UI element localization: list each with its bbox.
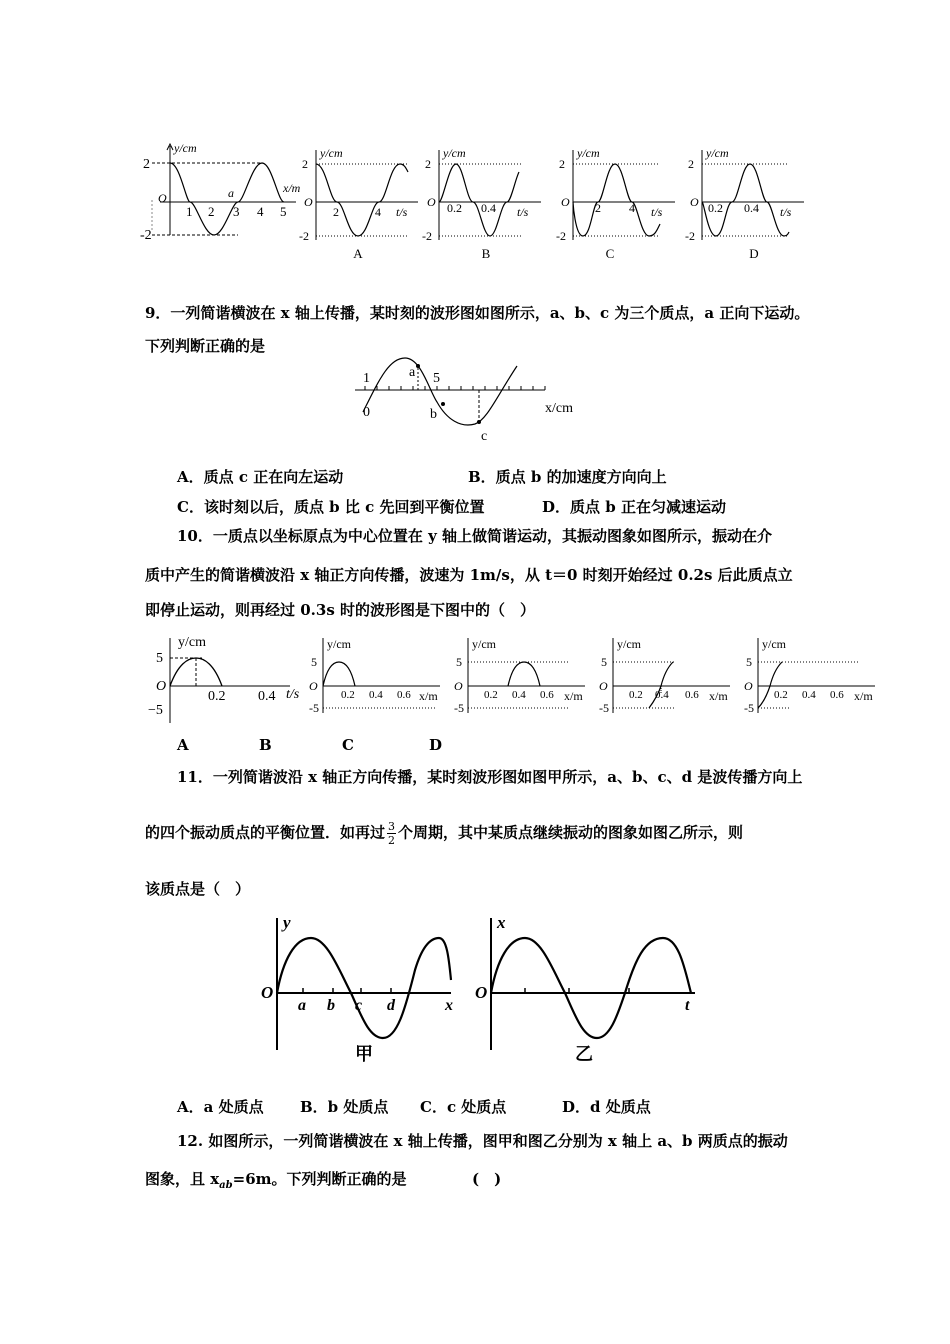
top-figure-row	[138, 140, 818, 265]
q10-a-y5: 5	[311, 655, 317, 669]
q10-panel-c	[599, 637, 730, 715]
q10-d-tick3: 0.6	[830, 689, 844, 701]
q10-stem-line2: 质中产生的简谐横波沿 x 轴正方向传播，波速为 1m/s，从 t＝0 时刻开始经过 0.2s 后此质点立	[145, 566, 793, 584]
q11-stem-line2	[145, 820, 743, 847]
panel-c-yneg2: -2	[556, 229, 566, 243]
q11-stem-line1: 11．一列简谐波沿 x 轴正方向传播，某时刻波形图如图甲所示，a、b、c、d 是波传播方向上	[177, 768, 803, 786]
q10-b-tick2: 0.4	[512, 689, 526, 701]
q11-jia-caption: 甲	[355, 1044, 373, 1064]
q10-panel-d	[744, 637, 875, 715]
q10-label-c[interactable]: C	[342, 736, 354, 754]
main-y-unit: y/cm	[174, 141, 197, 155]
q10-stem-line3: 即停止运动，则再经过 0.3s 时的波形图是下图中的（ ）	[145, 601, 535, 619]
q11-yi-caption: 乙	[575, 1044, 593, 1064]
main-x-tick-4: 4	[257, 204, 264, 219]
q12-stem-line1: 12. 如图所示，一列简谐横波在 x 轴上传播，图甲和图乙分别为 x 轴上 a、b 两质点的振动	[177, 1132, 788, 1150]
panel-b-tick1: 0.2	[447, 201, 462, 215]
q10-c-x-unit: x/m	[709, 689, 728, 703]
q10-a-tick1: 0.2	[341, 689, 355, 701]
q10-d-origin: O	[744, 679, 753, 693]
q11-frac-num: 3	[388, 820, 396, 833]
q10-b-x-unit: x/m	[564, 689, 583, 703]
panel-d-origin: O	[690, 195, 699, 209]
q10-d-tick1: 0.2	[774, 689, 788, 701]
main-point-a: a	[228, 186, 234, 200]
panel-b-label: B	[481, 246, 491, 261]
q11-figure-yi	[475, 913, 695, 1064]
panel-b	[422, 146, 541, 261]
q9-x-unit: x/cm	[545, 401, 573, 416]
q11-jia-x: x	[445, 997, 453, 1014]
q10-a-tick2: 0.4	[369, 689, 383, 701]
panel-c-tick1: 2	[595, 201, 601, 215]
q10-stem-line1: 10．一质点以坐标原点为中心位置在 y 轴上做简谐运动，其振动图象如图所示，振动在介	[177, 527, 773, 545]
panel-d-tick2: 0.4	[744, 201, 759, 215]
panel-a-label: A	[353, 246, 363, 261]
main-x-tick-3: 3	[233, 204, 240, 219]
panel-d-yneg2: -2	[685, 229, 695, 243]
q11-figure-jia	[261, 913, 453, 1064]
q10-b-yneg5: -5	[454, 701, 464, 715]
q12-stem-line2	[145, 1168, 407, 1191]
q10-a-y-unit: y/cm	[327, 637, 351, 651]
q10-d-y5: 5	[746, 655, 752, 669]
q11-line2-post: 个周期，其中某质点继续振动的图象如图乙所示，则	[398, 823, 744, 842]
q9-option-d[interactable]: D．质点 b 正在匀减速运动	[542, 498, 726, 516]
panel-a-tick2: 4	[375, 205, 381, 219]
q10-label-a[interactable]: A	[177, 736, 189, 754]
main-x-tick-5: 5	[280, 204, 287, 219]
q10-vibration-graph	[148, 635, 300, 723]
q12-subscript: ab	[219, 1180, 233, 1191]
panel-a	[299, 146, 418, 261]
panel-a-yneg2: -2	[299, 229, 309, 243]
panel-c-origin: O	[561, 195, 570, 209]
q11-jia-b: b	[327, 997, 335, 1014]
panel-d-y2: 2	[688, 157, 694, 171]
q9-option-b[interactable]: B．质点 b 的加速度方向向上	[468, 468, 667, 486]
q10-c-tick1: 0.2	[629, 689, 643, 701]
panel-b-tick2: 0.4	[481, 201, 496, 215]
q11-line2-pre: 的四个振动质点的平衡位置．如再过	[145, 823, 386, 842]
q10-c-y5: 5	[601, 655, 607, 669]
q9-point-c: c	[481, 429, 488, 444]
q9-label-1: 1	[363, 371, 370, 386]
panel-a-origin: O	[304, 195, 313, 209]
q11-figure	[255, 910, 705, 1070]
panel-a-y-unit: y/cm	[320, 146, 343, 160]
q10-b-tick3: 0.6	[540, 689, 554, 701]
q11-jia-a: a	[298, 997, 306, 1014]
panel-d-y-unit: y/cm	[706, 146, 729, 160]
q10-b-tick1: 0.2	[484, 689, 498, 701]
panel-c-tick2: 4	[629, 201, 635, 215]
q9-label-0: 0	[363, 405, 370, 420]
q9-label-5: 5	[433, 371, 440, 386]
q10-panel-b	[454, 637, 585, 715]
panel-b-origin: O	[427, 195, 436, 209]
q10-vib-y5: 5	[156, 651, 163, 666]
main-x-tick-2: 2	[208, 204, 215, 219]
q11-option-d[interactable]: D．d 处质点	[562, 1098, 651, 1116]
q11-jia-origin: O	[261, 983, 274, 1002]
q11-jia-d: d	[387, 997, 395, 1014]
main-x-unit: x/m	[283, 181, 301, 195]
q10-d-x-unit: x/m	[854, 689, 873, 703]
q9-point-b: b	[430, 407, 437, 422]
q11-yi-origin: O	[475, 983, 488, 1002]
q11-fraction	[387, 820, 396, 847]
q11-jia-c: c	[355, 997, 363, 1014]
q10-a-x-unit: x/m	[419, 689, 438, 703]
q10-c-y-unit: y/cm	[617, 637, 641, 651]
main-y-tick-neg2: -2	[140, 228, 152, 243]
panel-b-y2: 2	[425, 157, 431, 171]
q10-b-origin: O	[454, 679, 463, 693]
q10-label-b[interactable]: B	[259, 736, 272, 754]
q11-yi-axis: x	[497, 913, 506, 932]
q10-c-tick2: 0.4	[655, 689, 669, 701]
main-x-tick-1: 1	[186, 204, 193, 219]
panel-d-label: D	[749, 246, 759, 261]
panel-b-t-unit: t/s	[517, 205, 529, 219]
q10-a-yneg5: -5	[309, 701, 319, 715]
panel-d-t-unit: t/s	[780, 205, 792, 219]
q10-panel-a	[309, 637, 440, 715]
q10-b-y5: 5	[456, 655, 462, 669]
panel-a-tick1: 2	[333, 205, 339, 219]
panel-c-y2: 2	[559, 157, 565, 171]
q11-jia-y: y	[283, 913, 291, 932]
q10-a-tick3: 0.6	[397, 689, 411, 701]
panel-d-tick1: 0.2	[708, 201, 723, 215]
q10-vib-t2: 0.4	[258, 689, 276, 704]
q9-stem-line1: 9．一列简谐横波在 x 轴上传播，某时刻的波形图如图所示，a、b、c 为三个质点，a 正向下运动。	[145, 304, 810, 322]
q10-vib-yneg5: −5	[148, 703, 163, 718]
panel-b-y-unit: y/cm	[443, 146, 466, 160]
q9-option-c[interactable]: C．该时刻以后，质点 b 比 c 先回到平衡位置	[177, 498, 485, 516]
q9-option-a[interactable]: A．质点 c 正在向左运动	[177, 468, 344, 486]
q10-vib-t-unit: t/s	[286, 687, 300, 702]
q12-answer-paren[interactable]: ( )	[472, 1170, 502, 1188]
panel-c-y-unit: y/cm	[577, 146, 600, 160]
q12-line2-pre: 图象，且 x	[145, 1170, 220, 1188]
main-y-tick-2: 2	[143, 157, 150, 172]
q9-figure	[345, 350, 595, 450]
q11-frac-den: 2	[388, 834, 396, 847]
q11-option-b[interactable]: B．b 处质点	[300, 1098, 389, 1116]
panel-a-y2: 2	[302, 157, 308, 171]
panel-c	[556, 146, 675, 261]
main-origin: O	[158, 191, 167, 205]
q10-label-d[interactable]: D	[429, 736, 443, 754]
q10-figure-row	[140, 628, 910, 728]
q10-d-tick2: 0.4	[802, 689, 816, 701]
q10-vib-t1: 0.2	[208, 689, 226, 704]
q10-vib-y-unit: y/cm	[178, 635, 206, 650]
q11-option-c[interactable]: C．c 处质点	[420, 1098, 507, 1116]
q11-yi-t: t	[685, 997, 690, 1014]
panel-b-yneg2: -2	[422, 229, 432, 243]
panel-a-t-unit: t/s	[396, 205, 408, 219]
main-wave-graph	[140, 141, 301, 243]
panel-c-t-unit: t/s	[651, 205, 663, 219]
q10-vib-origin: O	[156, 679, 167, 694]
q10-d-yneg5: -5	[744, 701, 754, 715]
q11-stem-line3: 该质点是（ ）	[145, 880, 251, 898]
q11-option-a[interactable]: A．a 处质点	[177, 1098, 264, 1116]
q9-point-a: a	[409, 365, 416, 380]
panel-c-label: C	[605, 246, 615, 261]
q10-c-yneg5: -5	[599, 701, 609, 715]
q12-line2-post: =6m。下列判断正确的是	[232, 1170, 407, 1188]
q9-stem-line2: 下列判断正确的是	[145, 337, 266, 355]
panel-d	[685, 146, 804, 261]
q10-c-origin: O	[599, 679, 608, 693]
q10-c-tick3: 0.6	[685, 689, 699, 701]
q10-b-y-unit: y/cm	[472, 637, 496, 651]
q10-d-y-unit: y/cm	[762, 637, 786, 651]
q10-a-origin: O	[309, 679, 318, 693]
